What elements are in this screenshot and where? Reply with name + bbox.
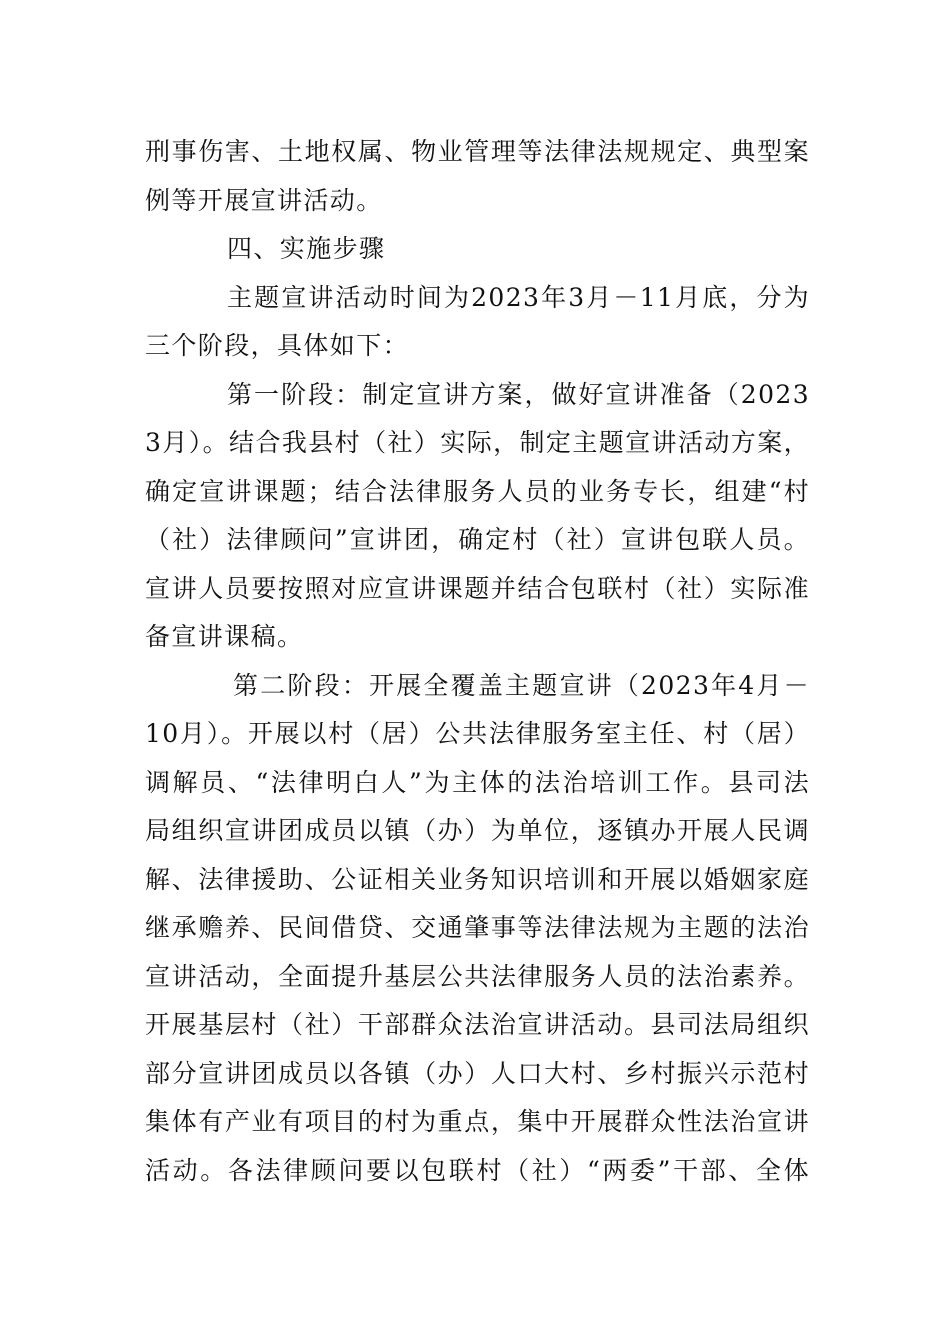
text-line: 第二阶段：开展全覆盖主题宣讲（2023年4月－ [233, 670, 810, 700]
text-line: 备宣讲课稿。 [145, 622, 304, 651]
text-line: 部分宣讲团成员以各镇（办）人口大村、乡村振兴示范村 [145, 1058, 810, 1088]
section-heading: 四、实施步骤 [227, 234, 386, 263]
text-line: 宣讲活动，全面提升基层公共法律服务人员的法治素养。 [145, 961, 810, 991]
text-line: 刑事伤害、土地权属、物业管理等法律法规规定、典型案 [145, 137, 810, 166]
text-line: 3月）。结合我县村（社）实际，制定主题宣讲活动方案， [145, 428, 810, 457]
document-body [145, 128, 810, 1195]
text-line: 主题宣讲活动时间为2023年3月－11月底，分为 [227, 282, 810, 312]
text-line: 宣讲人员要按照对应宣讲课题并结合包联村（社）实际准 [145, 573, 810, 603]
text-line: 集体有产业有项目的村为重点，集中开展群众性法治宣讲 [145, 1107, 810, 1136]
text-line: 三个阶段，具体如下： [145, 331, 410, 360]
text-line: 例等开展宣讲活动。 [145, 185, 383, 215]
text-line: 10月）。开展以村（居）公共法律服务室主任、村（居） [145, 719, 810, 748]
text-line: （社）法律顾问”宣讲团，确定村（社）宣讲包联人员。 [145, 525, 810, 554]
text-line: 活动。各法律顾问要以包联村（社）“两委”干部、全体 [145, 1155, 810, 1185]
text-line: 确定宣讲课题；结合法律服务人员的业务专长，组建“村 [145, 476, 810, 506]
text-line: 开展基层村（社）干部群众法治宣讲活动。县司法局组织 [145, 1010, 810, 1039]
text-line: 解、法律援助、公证相关业务知识培训和开展以婚姻家庭 [145, 864, 810, 894]
text-line: 继承赡养、民间借贷、交通肇事等法律法规为主题的法治 [145, 913, 810, 942]
text-line: 调解员、“法律明白人”为主体的法治培训工作。县司法 [145, 767, 810, 797]
text-line: 局组织宣讲团成员以镇（办）为单位，逐镇办开展人民调 [145, 816, 810, 845]
text-line: 第一阶段：制定宣讲方案，做好宣讲准备（2023 [227, 379, 810, 409]
